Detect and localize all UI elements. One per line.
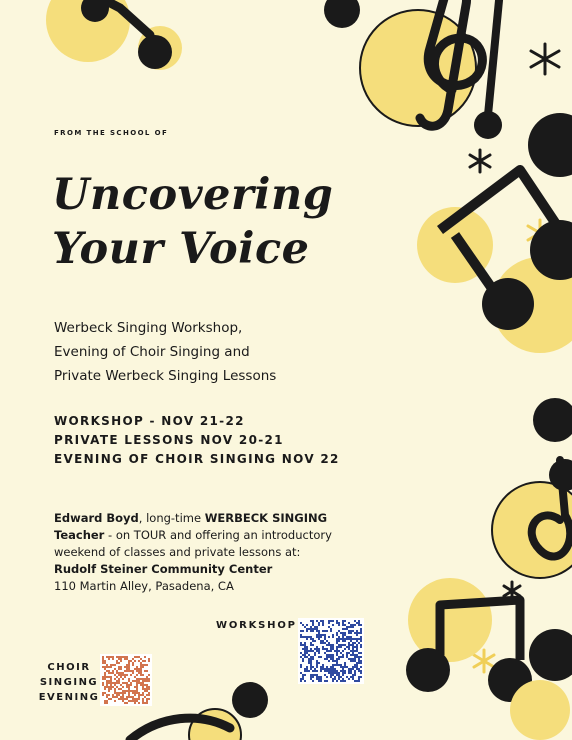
title-line: Your Voice [52, 224, 310, 274]
page-title [52, 168, 382, 276]
workshop-qr-label: WORKSHOP [216, 620, 297, 631]
choir-label-line: EVENING [38, 692, 100, 703]
treble-clef-icon [492, 459, 572, 578]
qr-code-icon [298, 618, 364, 684]
teacher-name: Edward Boyd [54, 511, 139, 525]
choir-label-line: SINGING [39, 677, 99, 688]
eighth-note-icon [406, 578, 572, 740]
choir-qr-code[interactable] [100, 654, 152, 706]
date-line: WORKSHOP - NOV 21-22 [54, 414, 245, 428]
workshop-qr-code[interactable] [298, 618, 364, 684]
subtitle-line: Private Werbeck Singing Lessons [54, 368, 277, 384]
subtitle-line: Evening of Choir Singing and [54, 344, 250, 360]
eighth-note-icon [46, 0, 182, 70]
subtitle [54, 316, 276, 388]
description-text: - on TOUR and offering an introductory weekend of classes and private lessons at: [54, 528, 332, 559]
venue-address: 110 Martin Alley, Pasadena, CA [54, 579, 234, 593]
treble-clef-icon [324, 0, 572, 177]
asterisk-star-icon [474, 220, 552, 672]
venue-name: Rudolf Steiner Community Center [54, 562, 273, 576]
teacher-role: WERBECK SINGING Teacher [54, 511, 328, 542]
kicker-text: FROM THE SCHOOL OF [54, 129, 169, 137]
qr-code-icon [100, 654, 152, 706]
date-line: EVENING OF CHOIR SINGING NOV 22 [54, 452, 340, 466]
title-line: Uncovering [52, 170, 334, 220]
description-text: , long-time [138, 511, 205, 525]
event-dates [54, 412, 340, 469]
choir-label-line: CHOIR [47, 662, 91, 673]
beamed-notes-icon [417, 170, 572, 442]
asterisk-star-icon [470, 44, 559, 600]
date-line: PRIVATE LESSONS NOV 20-21 [54, 433, 284, 447]
event-description [54, 510, 344, 595]
subtitle-line: Werbeck Singing Workshop, [54, 320, 243, 336]
choir-qr-label [38, 660, 100, 705]
